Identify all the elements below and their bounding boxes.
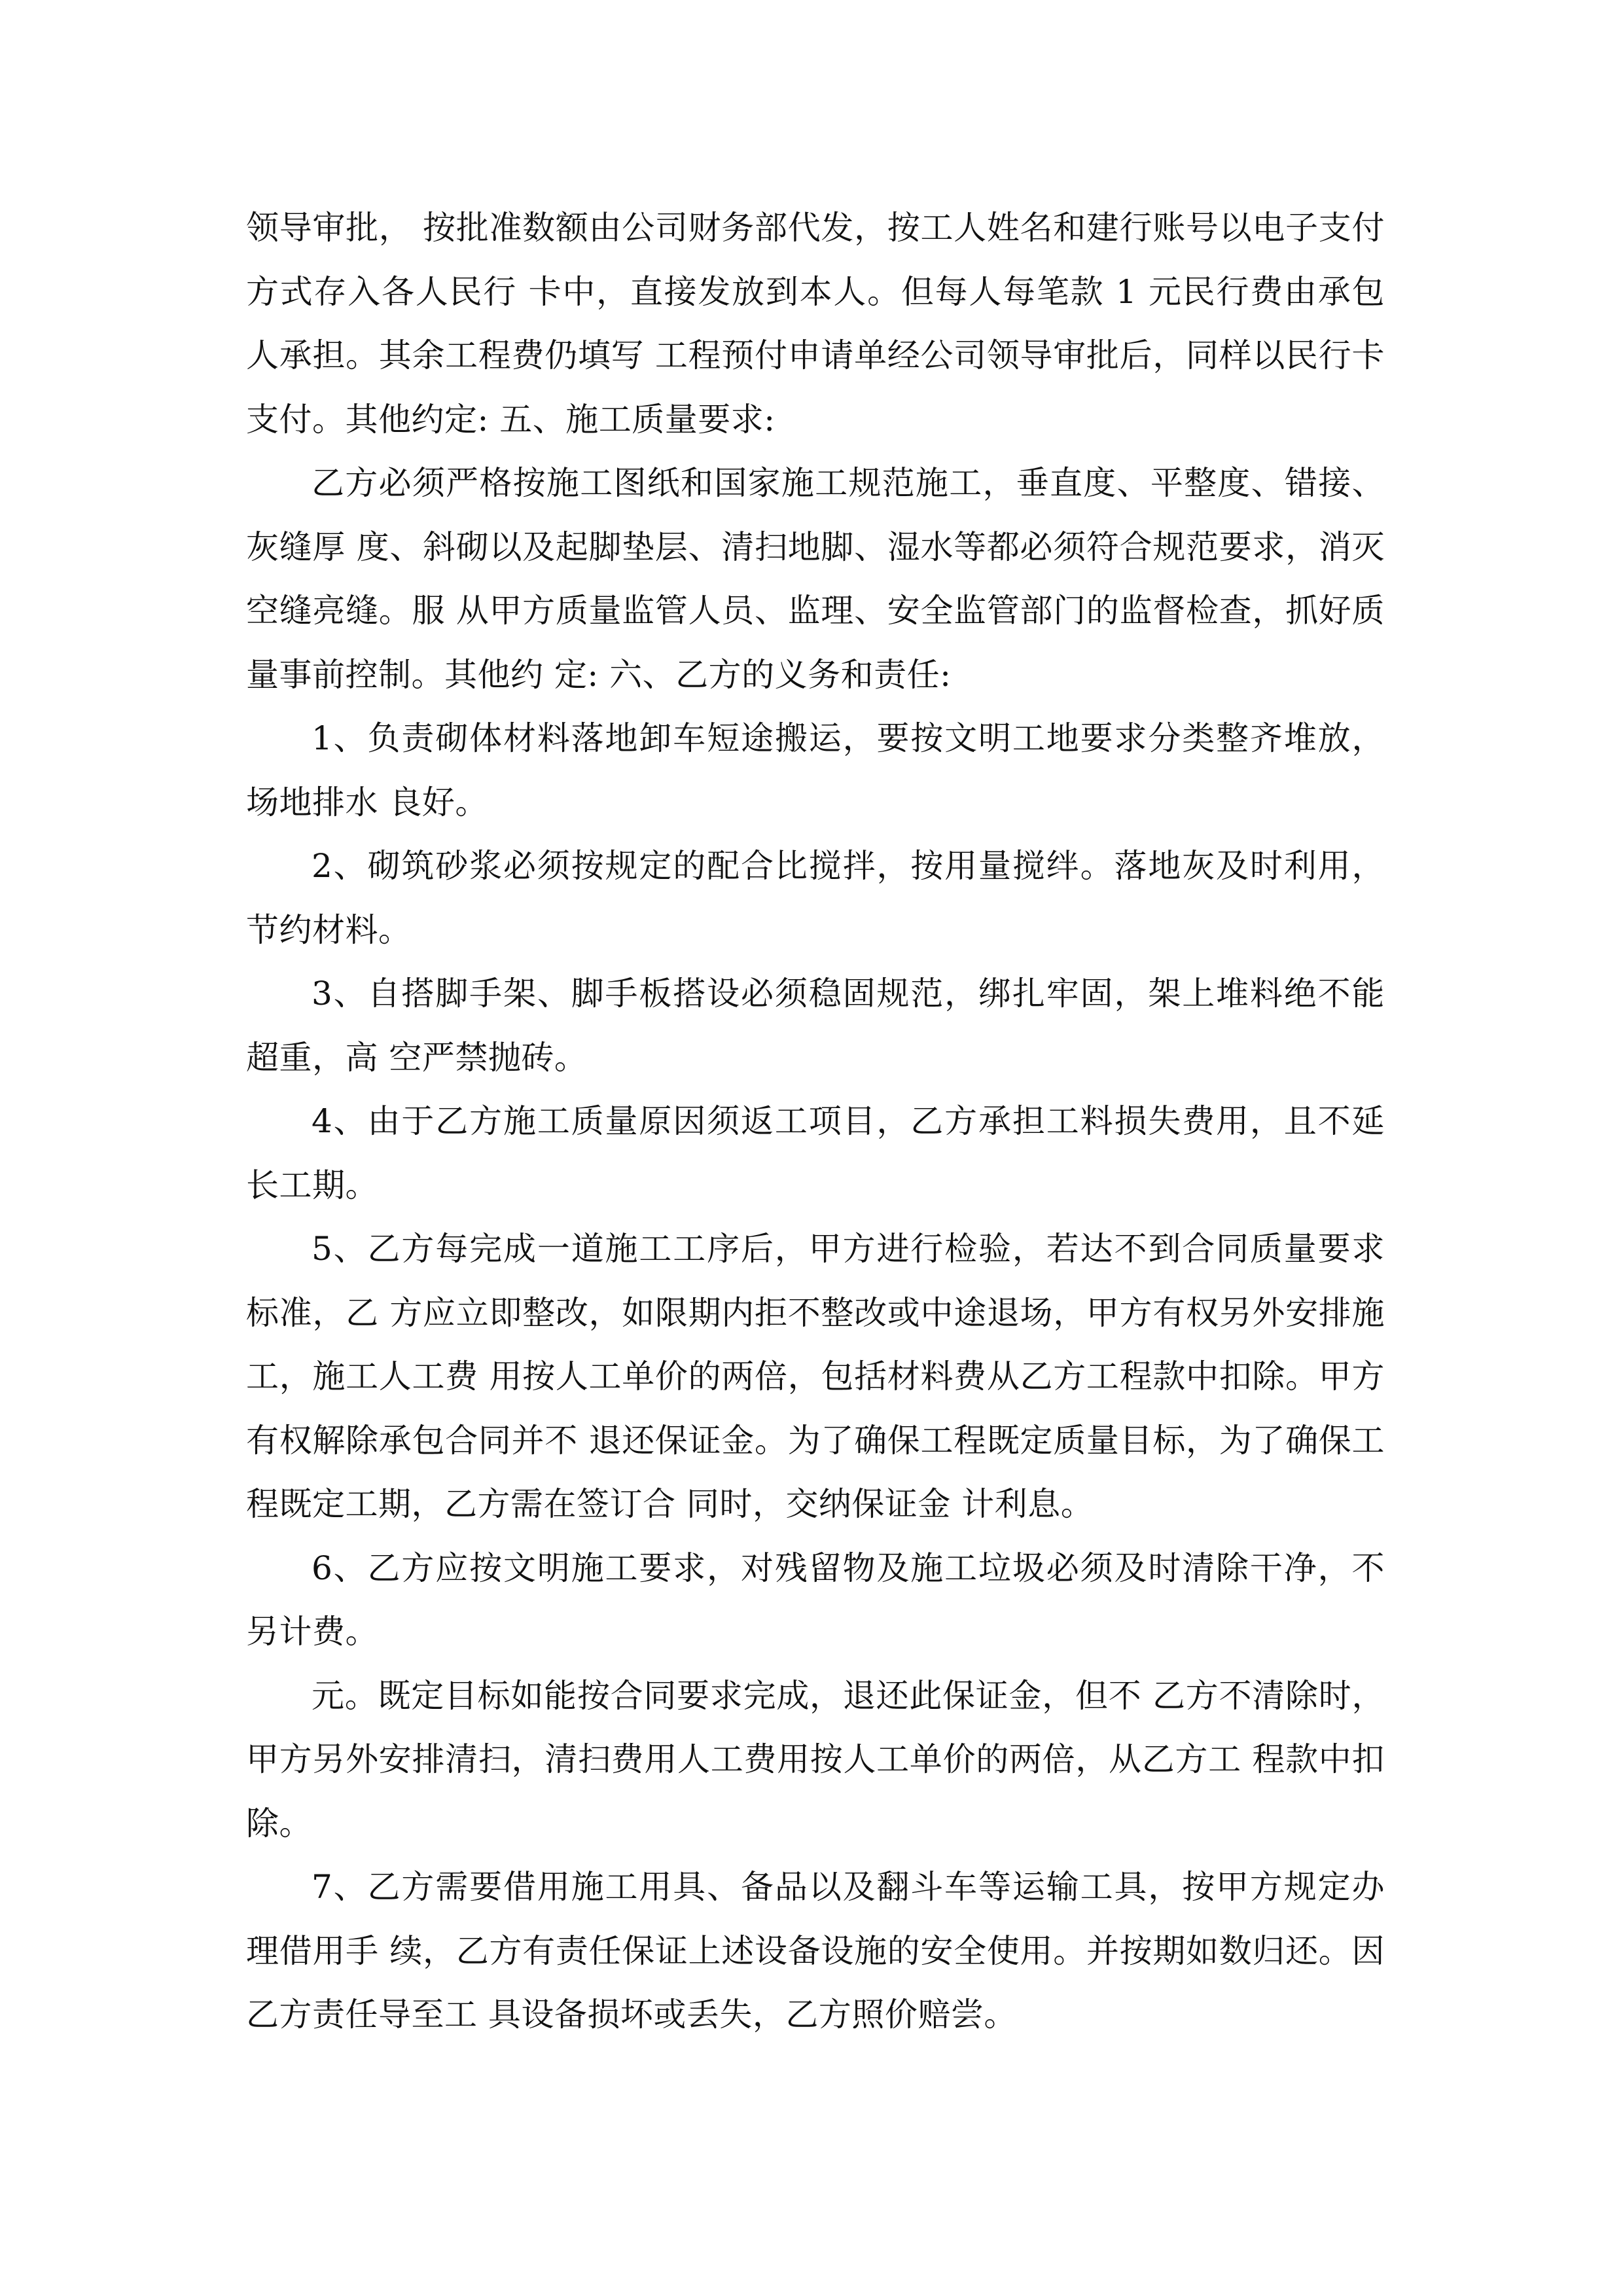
paragraph-duty-1: 1、负责砌体材料落地卸车短途搬运，要按文明工地要求分类整齐堆放，场地排水 良好。 (246, 719, 1385, 821)
paragraph-duty-5: 5、乙方每完成一道施工工序后，甲方进行检验，若达不到合同质量要求标准，乙 方应立即整改，如限期内拒不整改或中途退场，甲方有权另外安排施工，施工人工费 用按人工单价的两倍，包括材料费从乙方工程款中扣除。甲方有权解除承包合同并不 退还保证金。为了确保工程既定质量目标，为了确保工程既定工期，乙方需在签订合 同时，交纳保证金 计利息。 (246, 1230, 1385, 1523)
paragraph-duty-2: 2、砌筑砂浆必须按规定的配合比搅拌，按用量搅绊。落地灰及时利用，节约材料。 (246, 847, 1385, 949)
paragraph-payment-terms: 领导审批， 按批准数额由公司财务部代发，按工人姓名和建行账号以电子支付方式存入各人民行 卡中，直接发放到本人。但每人每笔款 1 元民行费由承包人承担。其余工程费仍填写 工程预付申请单经公司领导审批后，同样以民行卡支付。其他约定: 五、施工质量要求: (246, 209, 1385, 439)
paragraph-duty-7: 7、乙方需要借用施工用具、备品以及翻斗车等运输工具，按甲方规定办理借用手 续，乙方有责任保证上述设备设施的安全使用。并按期如数归还。因乙方责任导至工 具设备损坏或丢失，乙方照价赔尝。 (246, 1868, 1385, 2034)
paragraph-deposit-note: 元。既定目标如能按合同要求完成，退还此保证金，但不 乙方不清除时，甲方另外安排清扫，清扫费用人工费用按人工单价的两倍，从乙方工 程款中扣除。 (246, 1676, 1385, 1842)
paragraph-duty-3: 3、自搭脚手架、脚手板搭设必须稳固规范，绑扎牢固，架上堆料绝不能超重，高 空严禁抛砖。 (246, 975, 1385, 1077)
paragraph-duty-6: 6、乙方应按文明施工要求，对残留物及施工垃圾必须及时清除干净，不另计费。 (246, 1549, 1385, 1651)
document-body (246, 196, 1385, 2047)
paragraph-quality-requirements: 乙方必须严格按施工图纸和国家施工规范施工，垂直度、平整度、错接、灰缝厚 度、斜砌以及起脚垫层、清扫地脚、湿水等都必须符合规范要求，消灭空缝亮缝。服 从甲方质量监管人员、监理、安全监管部门的监督检查，抓好质量事前控制。其他约 定: 六、乙方的义务和责任: (246, 464, 1385, 694)
paragraph-duty-4: 4、由于乙方施工质量原因须返工项目，乙方承担工料损失费用，且不延长工期。 (246, 1102, 1385, 1204)
